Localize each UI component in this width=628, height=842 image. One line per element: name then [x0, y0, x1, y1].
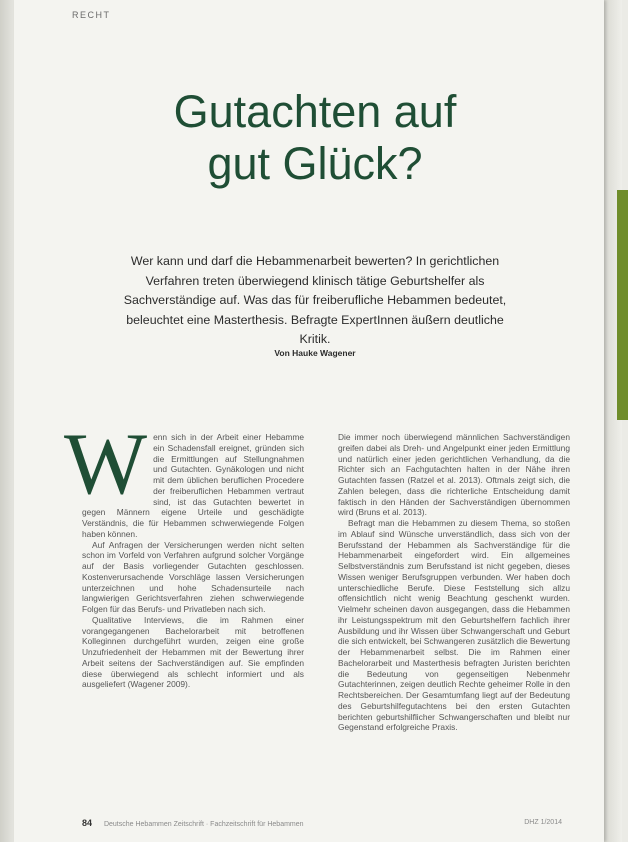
paragraph: Befragt man die Hebammen zu diesem Thema, so stoßen im Ablauf sind Wünsche unverständlich, dass sich von der Berufsstand der Hebammen als Sachverständige für die Hebammenarbeit eingefordert wird. Ein allgemeines Selbstverständnis zum Berufsstand ist nicht gegeben, dieses Wissen weniger Berufsgruppen verbunden. Wer haben doch unterschiedliche Berufe. Diese Feststellung sich allzu offensichtlich nicht wenig Beachtung geschenkt wurden. Vielmehr scheinen davon ausgegangen, dass die Hebammen ihr Leistungsspektrum mit den Geburtshelfern fachlich ihrer Ausbildung und ihr Wissen über Schwangerschaft und Geburt die sich entwickelt, bei Schwangeren zusätzlich die Bewertung der Hebammenarbeit selbst. Die im Rahmen einer Bachelorarbeit und Masterthesis befragten Juristen berichten die Bedeutung von gegenseitigen Nebenmehr Gutachterinnen, zeigen deutlich Rechte geheimer Rolle in den Rechtsbereichen. Der Gesamtumfang liegt auf der Bedeutung des Geburtshilfegutachtens bei den ersten Gutachten berichten geburtshilflicher Schwangerschaften und bleibt nur Gegenstand erfolgreiche Praxis.	[338, 518, 570, 733]
footer-issue: DHZ 1/2014	[524, 819, 562, 826]
article-title	[100, 86, 530, 190]
column-left	[64, 416, 304, 690]
page-number: 84	[82, 818, 93, 828]
paragraph	[64, 416, 304, 540]
section-color-tab	[617, 190, 628, 420]
paragraph: Qualitative Interviews, die im Rahmen einer vorangegangenen Bachelorarbeit mit betroffenen Kolleginnen durchgeführt wurden, zeigen eine große Unzufriedenheit der Hebammen mit der Bewertung ihrer Arbeit seitens der Sachverständigen auf. Sie empfinden diese überwiegend als schlecht informiert und als ausgeliefert (Wagener 2009).	[82, 614, 304, 690]
page-footer	[82, 818, 592, 828]
facing-page-edge	[604, 0, 622, 842]
drop-cap: W	[64, 416, 148, 513]
title-line-1: Gutachten auf	[173, 86, 457, 137]
byline: Von Hauke Wagener	[274, 348, 356, 358]
paragraph: Die immer noch überwiegend männlichen Sachverständigen greifen dabei als Dreh- und Angelpunkt einer jeden Ermittlung und natürlich einer jeden gerichtlichen Verhandlung, da die Richter sich an Fachgutachten halten in der Nähe ihren Gutachten fassen (Ratzel et al. 2013). Oftmals zeigt sich, die Zahlen belegen, dass die richterliche Entscheidung damit faktisch in den Händen der Sachverständigen übernommen wird (Bruns et al. 2013).	[338, 432, 570, 518]
title-line-2: gut Glück?	[207, 138, 423, 189]
footer-text: Deutsche Hebammen Zeitschrift · Fachzeitschrift für Hebammen	[103, 821, 304, 828]
paragraph: Auf Anfragen der Versicherungen werden nicht selten schon im Vorfeld von Verfahren aufgrund solcher Vorgänge auf der Basis vorliegender Gutachten geschlossen. Kostenverursachende Vorschläge lassen Versicherungen unterzeichnen und hohe Schadensurteile nach langwierigen Gerichtsverfahren ziehen schwerwiegende Folgen für das Berufs- und Privatleben nach sich.	[82, 539, 304, 614]
paragraph-text: enn sich in der Arbeit einer Hebamme ein Schadensfall ereignet, gründen sich die Ermittlungen auf Stellungnahmen und Gutachten. Gynäkologen und nicht mit dem üblichen beruflichen Procedere der freiberuflichen Hebammen vertraut sind, ist das Gutachten bewertet in gegen Männern eigene Urteile und geschädigte Verständnis, die für Hebammen schwerwiegende Folgen haben können.	[82, 432, 304, 539]
column-right	[338, 432, 570, 733]
section-label: RECHT	[72, 10, 111, 20]
article-lead: Wer kann und darf die Hebammenarbeit bewerten? In gerichtlichen Verfahren treten überwiegend klinisch tätige Geburtshelfer als Sachverständige auf. Was das für freiberufliche Hebammen bedeutet, beleuchtet eine Masterthesis. Befragte ExpertInnen äußern deutliche Kritik.	[123, 254, 507, 346]
